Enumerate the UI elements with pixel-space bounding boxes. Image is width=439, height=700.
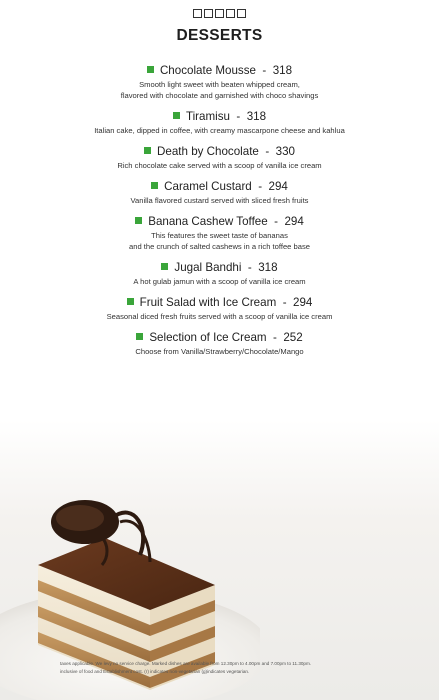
menu-item-name: Selection of Ice Cream — [149, 331, 267, 344]
description-line: Vanilla flavored custard served with sliced fresh fruits — [130, 196, 309, 205]
menu-item-heading — [0, 145, 439, 159]
price-separator: - — [251, 180, 269, 193]
menu-item-description — [0, 160, 439, 171]
description-line: This features the sweet taste of bananas — [151, 231, 288, 240]
menu-item-price: 318 — [246, 110, 267, 123]
green-square-icon — [135, 217, 142, 224]
menu-item-heading — [0, 261, 439, 275]
menu-item — [0, 64, 439, 101]
menu-item — [0, 331, 439, 357]
description-line: Italian cake, dipped in coffee, with creamy mascarpone cheese and kahlua — [94, 126, 345, 135]
menu-item-description — [0, 230, 439, 252]
menu-item-description — [0, 125, 439, 136]
menu-item-price: 294 — [268, 180, 288, 193]
decorative-boxes — [0, 9, 439, 18]
menu-item-price: 252 — [283, 331, 303, 344]
green-square-icon — [161, 263, 168, 270]
menu-item-description — [0, 276, 439, 287]
green-square-icon — [151, 182, 158, 189]
menu-item-heading — [0, 64, 439, 78]
dessert-menu-list — [0, 64, 439, 366]
menu-item-name: Caramel Custard — [164, 180, 252, 193]
section-title: DESSERTS — [176, 27, 263, 44]
price-separator: - — [267, 215, 285, 228]
menu-item — [0, 145, 439, 171]
menu-item-price: 294 — [284, 215, 304, 228]
menu-item-name: Fruit Salad with Ice Cream — [139, 296, 277, 309]
menu-item-heading — [0, 331, 439, 345]
menu-item — [0, 261, 439, 287]
description-line: Rich chocolate cake served with a scoop of vanilla ice cream — [117, 161, 322, 170]
description-line: A hot gulab jamun with a scoop of vanilla ice cream — [133, 277, 306, 286]
menu-item-price: 318 — [258, 261, 278, 274]
box-icon — [226, 9, 235, 18]
description-line: flavored with chocolate and garnished with choco shavings — [120, 91, 319, 100]
menu-item — [0, 215, 439, 252]
menu-item-description — [0, 195, 439, 206]
footnote-line: taxes applicable. We levy no service charge. Marked dishes are available from 12.30pm to 4.00pm and 7.00pm to 11.30pm. — [60, 661, 312, 666]
menu-item-name: Banana Cashew Toffee — [148, 215, 268, 228]
menu-item-heading — [0, 110, 439, 124]
price-separator: - — [229, 110, 247, 123]
menu-item-price: 294 — [293, 296, 313, 309]
menu-item-description — [0, 346, 439, 357]
menu-item-name: Tiramisu — [185, 110, 230, 123]
price-separator: - — [258, 145, 276, 158]
description-line: Choose from Vanilla/Strawberry/Chocolate/Mango — [135, 347, 304, 356]
box-icon — [215, 9, 224, 18]
price-separator: - — [255, 64, 273, 77]
box-icon — [204, 9, 213, 18]
menu-footnote — [60, 660, 435, 676]
menu-item — [0, 110, 439, 136]
price-separator: - — [276, 296, 293, 309]
green-square-icon — [136, 333, 143, 340]
menu-item — [0, 296, 439, 322]
menu-item-name: Jugal Bandhi — [174, 261, 242, 274]
green-square-icon — [147, 66, 154, 73]
menu-item-heading — [0, 215, 439, 229]
green-square-icon — [144, 147, 151, 154]
menu-item-price: 318 — [272, 64, 293, 77]
menu-item-price: 330 — [275, 145, 295, 158]
description-line: Seasonal diced fresh fruits served with a scoop of vanilla ice cream — [106, 312, 333, 321]
description-line: and the crunch of salted cashews in a rich toffee base — [129, 242, 310, 251]
menu-item-description — [0, 311, 439, 322]
footnote-line: inclusive of food and Establishment cost. (r) indicates non-vegetarian (g)indicates vegetarian. — [60, 669, 250, 674]
green-square-icon — [173, 112, 180, 119]
box-icon — [237, 9, 246, 18]
price-separator: - — [266, 331, 284, 344]
price-separator: - — [241, 261, 259, 274]
green-square-icon — [127, 298, 134, 305]
menu-item-description — [0, 79, 439, 101]
menu-item-heading — [0, 296, 439, 310]
description-line: Smooth light sweet with beaten whipped cream, — [139, 80, 300, 89]
menu-item — [0, 180, 439, 206]
menu-item-name: Chocolate Mousse — [159, 64, 256, 77]
menu-item-heading — [0, 180, 439, 194]
menu-item-name: Death by Chocolate — [157, 145, 259, 158]
box-icon — [193, 9, 202, 18]
